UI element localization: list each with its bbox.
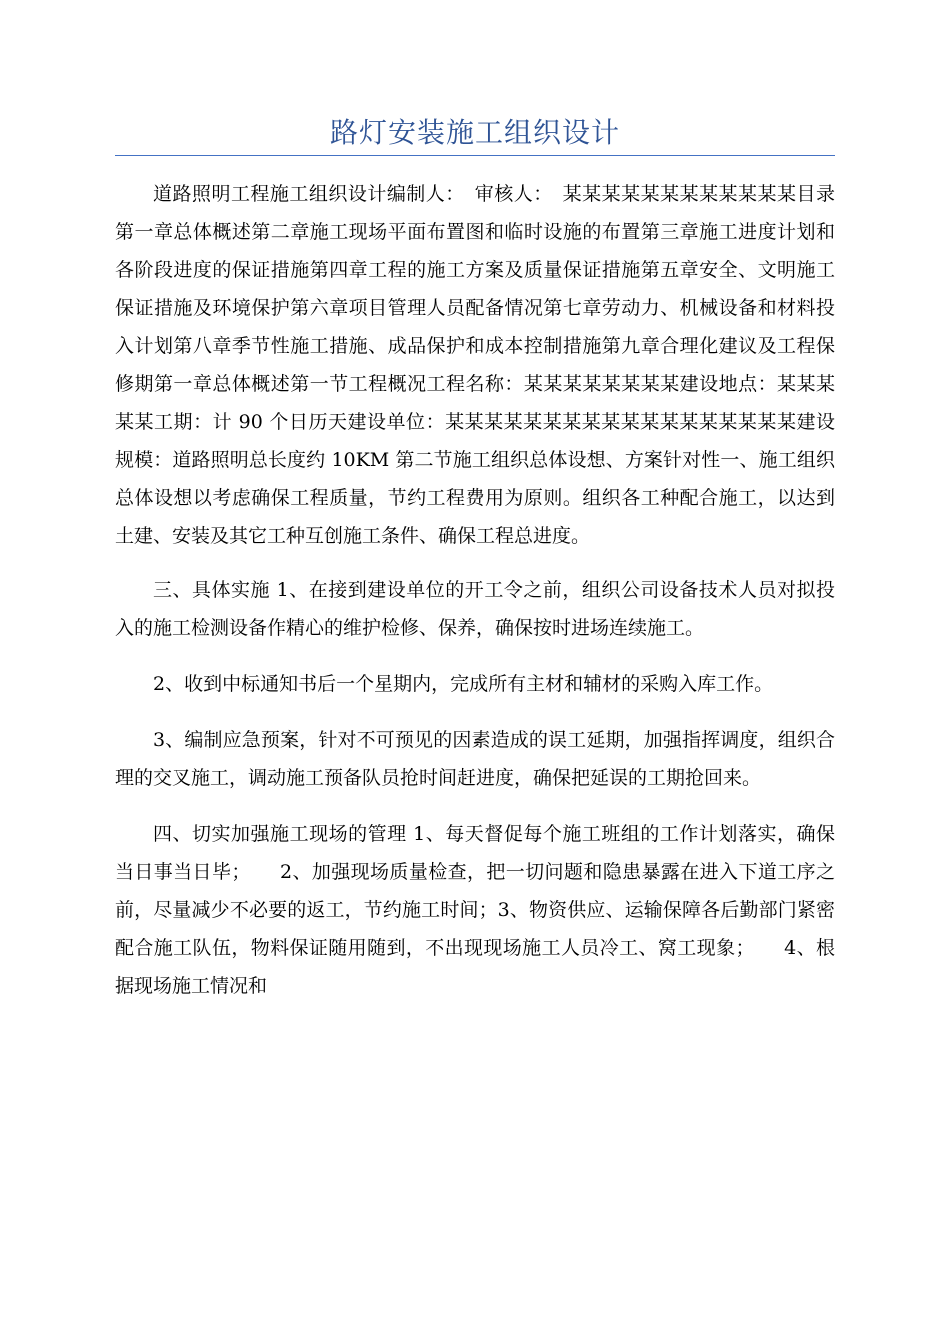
paragraph-2: 三、具体实施 1、在接到建设单位的开工令之前，组织公司设备技术人员对拟投入的施工检测设备作精心的维护检修、保养，确保按时进场连续施工。 — [115, 579, 835, 639]
paragraph-5: 四、切实加强施工现场的管理 1、每天督促每个施工班组的工作计划落实，确保当日事当日毕； 2、加强现场质量检查，把一切问题和隐患暴露在进入下道工序之前，尽量减少不必要的返工，节约施工时间；3、物资供应、运输保障各后勤部门紧密配合施工队伍，物料保证随用随到，不出现现场施工人员冷工、窝工现象； 4、根据现场施工情况和 — [115, 823, 835, 997]
title-underline — [115, 155, 835, 156]
document-body — [115, 175, 835, 1023]
document-title: 路灯安装施工组织设计 — [329, 116, 620, 149]
paragraph-4: 3、编制应急预案，针对不可预见的因素造成的误工延期，加强指挥调度，组织合理的交叉施工，调动施工预备队员抢时间赶进度，确保把延误的工期抢回来。 — [115, 729, 835, 789]
paragraph-3: 2、收到中标通知书后一个星期内，完成所有主材和辅材的采购入库工作。 — [153, 673, 774, 695]
paragraph-1: 道路照明工程施工组织设计编制人： 审核人： 某某某某某某某某某某某某目录第一章总体概述第二章施工现场平面布置图和临时设施的布置第三章施工进度计划和各阶段进度的保证措施第四章工程的施工方案及质量保证措施第五章安全、文明施工保证措施及环境保护第六章项目管理人员配备情况第七章劳动力、机械设备和材料投入计划第八章季节性施工措施、成品保护和成本控制措施第九章合理化建议及工程保修期第一章总体概述第一节工程概况工程名称：某某某某某某某某建设地点：某某某某某工期：计 90 个日历天建设单位：某某某某某某某某某某某某某某某某某某建设规模：道路照明总长度约 10KM 第二节施工组织总体设想、方案针对性一、施工组织总体设想以考虑确保工程质量，节约工程费用为原则。组织各工种配合施工，以达到土建、安装及其它工种互创施工条件、确保工程总进度。 — [115, 183, 835, 547]
